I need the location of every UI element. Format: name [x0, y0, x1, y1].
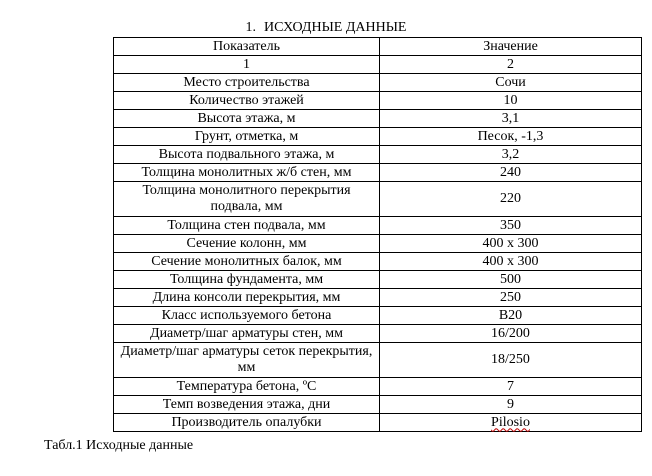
- row-parameter: Толщина стен подвала, мм: [114, 217, 380, 235]
- table-header-row: [114, 38, 642, 56]
- table-row: [114, 289, 642, 307]
- column-header-value: Значение: [380, 38, 642, 56]
- row-value: Песок, -1,3: [380, 128, 642, 146]
- row-parameter: Длина консоли перекрытия, мм: [114, 289, 380, 307]
- row-parameter: Высота подвального этажа, м: [114, 146, 380, 164]
- row-value: 400 x 300: [380, 253, 642, 271]
- row-parameter: Сечение колонн, мм: [114, 235, 380, 253]
- row-value: 9: [380, 396, 642, 414]
- row-parameter: Толщина монолитного перекрытия подвала, мм: [114, 182, 380, 217]
- table-row: [114, 271, 642, 289]
- row-value: 16/200: [380, 325, 642, 343]
- row-parameter: Темп возведения этажа, дни: [114, 396, 380, 414]
- row-value: 500: [380, 271, 642, 289]
- table-row: [114, 396, 642, 414]
- row-value: 240: [380, 164, 642, 182]
- table-row: [114, 182, 642, 217]
- table-row: [114, 325, 642, 343]
- row-parameter: Грунт, отметка, м: [114, 128, 380, 146]
- row-value: 220: [380, 182, 642, 217]
- table-row: [114, 414, 642, 432]
- row-value: 3,2: [380, 146, 642, 164]
- row-parameter: Диаметр/шаг арматуры сеток перекрытия, мм: [114, 343, 380, 378]
- row-value: 350: [380, 217, 642, 235]
- row-parameter: Сечение монолитных балок, мм: [114, 253, 380, 271]
- row-value: 3,1: [380, 110, 642, 128]
- row-parameter: Толщина фундамента, мм: [114, 271, 380, 289]
- table-row: [114, 146, 642, 164]
- row-parameter: Количество этажей: [114, 92, 380, 110]
- section-number: 1.: [245, 20, 257, 35]
- row-value: Сочи: [380, 74, 642, 92]
- row-value: [380, 414, 642, 432]
- table-row: [114, 253, 642, 271]
- row-parameter: Высота этажа, м: [114, 110, 380, 128]
- table-row: [114, 307, 642, 325]
- table-row: [114, 128, 642, 146]
- source-data-table: [113, 37, 642, 432]
- table-row: [114, 164, 642, 182]
- row-parameter: Толщина монолитных ж/б стен, мм: [114, 164, 380, 182]
- row-value: 10: [380, 92, 642, 110]
- row-value: В20: [380, 307, 642, 325]
- row-parameter: Диаметр/шаг арматуры стен, мм: [114, 325, 380, 343]
- table-caption: Табл.1 Исходные данные: [44, 438, 194, 453]
- row-value: 7: [380, 378, 642, 396]
- section-heading: [0, 20, 652, 36]
- table-row: [114, 110, 642, 128]
- table-row: [114, 92, 642, 110]
- row-parameter: Производитель опалубки: [114, 414, 380, 432]
- row-value: 18/250: [380, 343, 642, 378]
- table-row: [114, 343, 642, 378]
- table-row: [114, 74, 642, 92]
- column-header-parameter: Показатель: [114, 38, 380, 56]
- spellcheck-underlined-value: Pilosio: [491, 414, 530, 430]
- table-row: [114, 235, 642, 253]
- column-number-1: 1: [114, 56, 380, 74]
- row-parameter: Место строительства: [114, 74, 380, 92]
- row-parameter: Класс используемого бетона: [114, 307, 380, 325]
- row-value: 400 x 300: [380, 235, 642, 253]
- column-number-2: 2: [380, 56, 642, 74]
- row-value: 250: [380, 289, 642, 307]
- table-row: [114, 217, 642, 235]
- table-numbering-row: [114, 56, 642, 74]
- section-title: ИСХОДНЫЕ ДАННЫЕ: [264, 20, 407, 35]
- row-parameter: Температура бетона, ºC: [114, 378, 380, 396]
- table-row: [114, 378, 642, 396]
